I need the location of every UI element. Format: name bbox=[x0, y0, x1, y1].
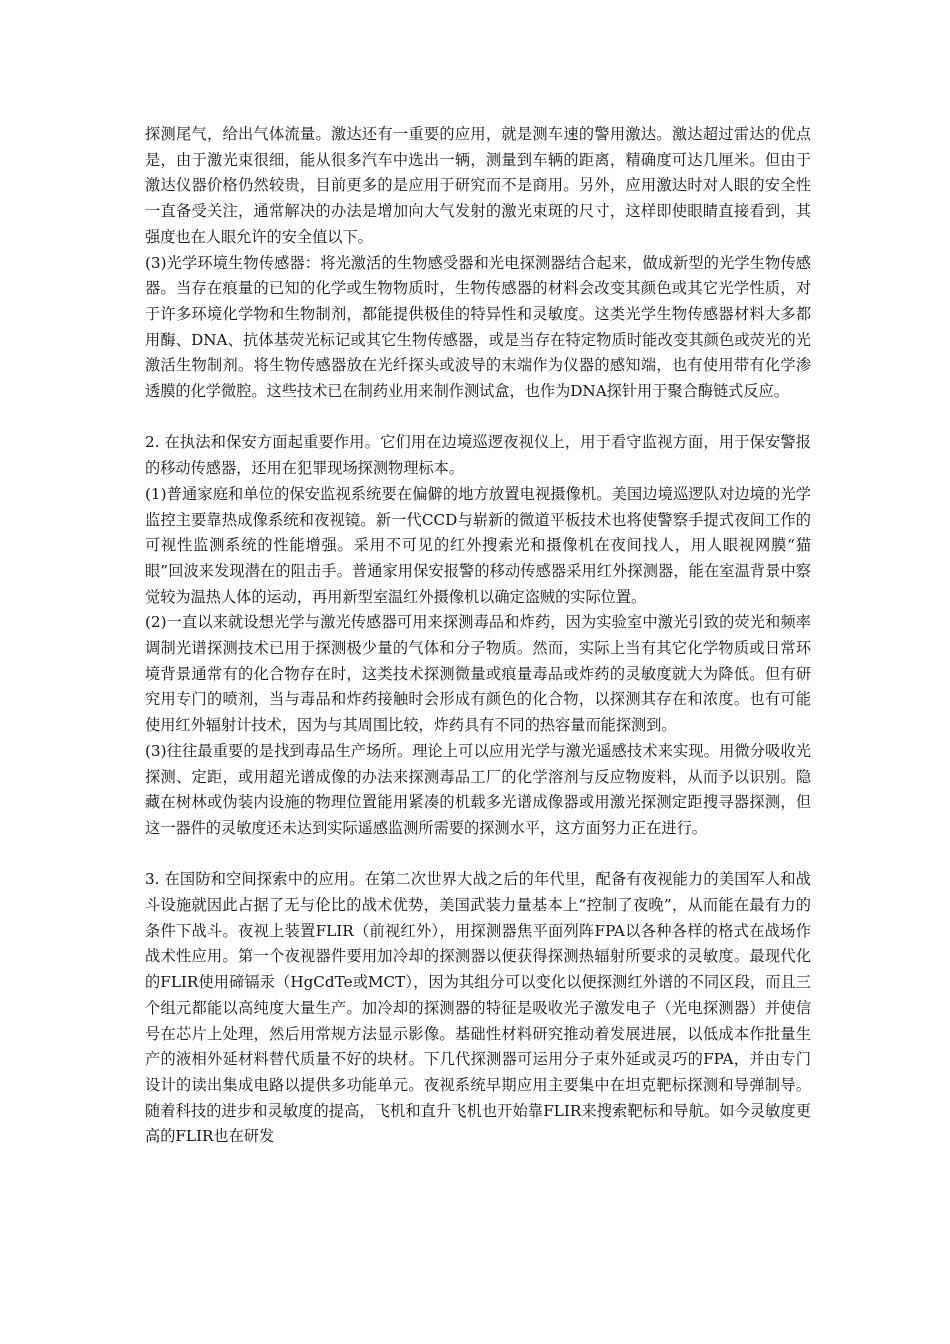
document-page bbox=[145, 122, 811, 1150]
paragraph-section-2-heading: 2. 在执法和保安方面起重要作用。它们用在边境巡逻夜视仪上，用于看守监视方面，用于保安警报的移动传感器，还用在犯罪现场探测物理标本。 bbox=[145, 433, 811, 478]
paragraph-drug-explosive-detection: (2)一直以来就设想光学与激光传感器可用来探测毒品和炸药，因为实验室中激光引致的荧光和频率调制光谱探测技术已用于探测极少量的气体和分子物质。然而，实际上当有其它化学物质或日常环境背景通常有的化合物存在时，这类技术探测微量或痕量毒品或炸药的灵敏度就大为降低。但有研究用专门的喷剂，当与毒品和炸药接触时会形成有颜色的化合物，以探测其存在和浓度。也有可能使用红外辐射计技术，因为与其周围比较，炸药具有不同的热容量而能探测到。 bbox=[145, 613, 811, 735]
paragraph-drug-factory-location: (3)往往最重要的是找到毒品生产场所。理论上可以应用光学与激光遥感技术来实现。用微分吸收光探测、定距，或用超光谱成像的办法来探测毒品工厂的化学溶剂与反应物废料，从而予以识别。隐藏在树林或伪装内设施的物理位置能用紧凑的机载多光谱成像器或用激光探测定距搜寻器探测，但这一器件的灵敏度还未达到实际遥感监测所需要的探测水平，这方面努力正在进行。 bbox=[145, 741, 811, 837]
paragraph-section-3-defense: 3. 在国防和空间探索中的应用。在第二次世界大战之后的年代里，配备有夜视能力的美国军人和战斗设施就因此占据了无与伦比的战术优势，美国武装力量基本上“控制了夜晚”，从而能在最有力的条件下战斗。夜视上装置FLIR（前视红外），用探测器焦平面列阵FPA以各种各样的格式在战场作战术性应用。第一个夜视器件要用加冷却的探测器以便获得探测热辐射所要求的灵敏度。最现代化的FLIR使用碲镉汞（HgCdTe或MCT），因为其组分可以变化以便探测红外谱的不同区段，而且三个组元都能以高纯度大量生产。加冷却的探测器的特征是吸收光子激发电子（光电探测器）并使信号在芯片上处理，然后用常规方法显示影像。基础性材料研究推动着发展进展，以低成本作批量生产的液相外延材料替代质量不好的块材。下几代探测器可运用分子束外延或灵巧的FPA，并由专门设计的读出集成电路以提供多功能单元。夜视系统早期应用主要集中在坦克靶标探测和导弹制导。随着科技的进步和灵敏度的提高，飞机和直升飞机也开始靠FLIR来搜索靶标和导航。如今灵敏度更高的FLIR也在研发 bbox=[145, 870, 811, 1146]
paragraph-lidar-speed: 探测尾气，给出气体流量。激达还有一重要的应用，就是测车速的警用激达。激达超过雷达的优点是，由于激光束很细，能从很多汽车中选出一辆，测量到车辆的距离，精确度可达几厘米。但由于激达仪器价格仍然较贵，目前更多的是应用于研究而不是商用。另外，应用激达时对人眼的安全性一直备受关注，通常解决的办法是增加向大气发射的激光束斑的尺寸，这样即使眼睛直接看到，其强度也在人眼允许的安全值以下。 bbox=[145, 125, 811, 246]
paragraph-optical-biosensor: (3)光学环境生物传感器：将光激活的生物感受器和光电探测器结合起来，做成新型的光学生物传感器。当存在痕量的已知的化学或生物物质时，生物传感器的材料会改变其颜色或其它光学性质，对于许多环境化学物和生物制剂，都能提供极佳的特异性和灵敏度。这类光学生物传感器材料大多都用酶、DNA、抗体基荧光标记或其它生物传感器，或是当存在特定物质时能改变其颜色或荧光的光激活生物制剂。将生物传感器放在光纤探头或波导的末端作为仪器的感知端，也有使用带有化学渗透膜的化学微腔。这些技术已在制药业用来制作测试盒，也作为DNA探针用于聚合酶链式反应。 bbox=[145, 253, 811, 401]
paragraph-security-surveillance: (1)普通家庭和单位的保安监视系统要在偏僻的地方放置电视摄像机。美国边境巡逻队对边境的光学监控主要靠热成像系统和夜视镜。新一代CCD与崭新的微道平板技术也将使警察手提式夜间工作的可视性监测系统的性能增强。采用不可见的红外搜索光和摄像机在夜间找人，用人眼视网膜“猫眼”回波来发现潜在的阻击手。普通家用保安报警的移动传感器采用红外探测器，能在室温背景中察觉较为温热人体的运动，再用新型室温红外摄像机以确定盗贼的实际位置。 bbox=[145, 484, 811, 606]
